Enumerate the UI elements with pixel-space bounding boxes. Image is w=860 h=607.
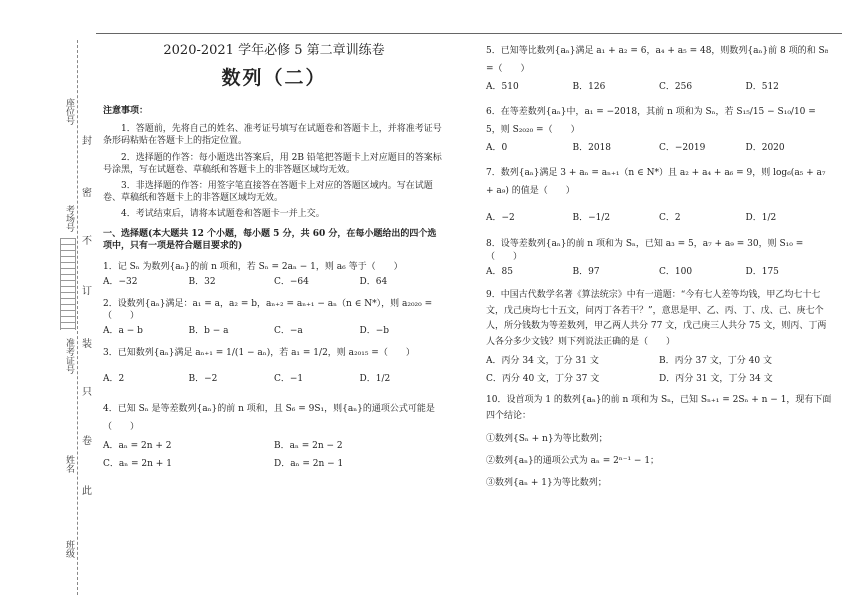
option-b: B．aₙ = 2n − 2 bbox=[274, 440, 343, 451]
question-3 bbox=[103, 347, 445, 385]
option-c: C．丙分 40 文，丁分 37 文 bbox=[486, 373, 600, 384]
question-1 bbox=[103, 261, 445, 288]
name-label: 姓名 bbox=[64, 455, 74, 473]
section-heading: 一、选择题(本大题共 12 个小题，每小题 5 分，共 60 分，在每小题给出的四个选项中，只有一项是符合题目要求的) bbox=[103, 229, 437, 252]
option-c: C．−64 bbox=[274, 276, 309, 287]
option-d: D．1/2 bbox=[359, 374, 391, 385]
seal-char: 装 bbox=[82, 339, 92, 350]
option-d: D．丙分 31 文，丁分 34 文 bbox=[659, 373, 773, 384]
option-d: D．−b bbox=[359, 326, 390, 337]
binding-margin bbox=[0, 0, 95, 607]
right-column bbox=[486, 42, 832, 489]
option-a: A．aₙ = 2n + 2 bbox=[103, 440, 172, 451]
q10-claim: ①数列{Sₙ + n}为等比数列； bbox=[486, 433, 608, 444]
option-b: B．−1/2 bbox=[572, 213, 611, 224]
option-b: B．丙分 37 文，丁分 40 文 bbox=[659, 355, 772, 366]
seal-char: 此 bbox=[82, 486, 92, 497]
option-c: C．2 bbox=[659, 213, 681, 224]
option-c: C．−1 bbox=[274, 374, 304, 385]
option-c: C．100 bbox=[659, 266, 693, 277]
option-c: C．−2019 bbox=[659, 143, 706, 154]
question-9 bbox=[486, 288, 832, 385]
question-stem: 5．已知等比数列{aₙ}满足 a₁ + a₂ = 6，a₄ + a₅ = 48，则数列{aₙ}前 8 项的和 S₈ =（ ） bbox=[486, 46, 829, 74]
seal-char: 密 bbox=[82, 188, 92, 199]
option-a: A．2 bbox=[103, 374, 125, 385]
top-rule bbox=[96, 33, 842, 34]
notice-item: 3．非选择题的作答：用签字笔直接答在答题卡上对应的答题区域内。写在试题卷、草稿纸和答题卡上的非答题区域均无效。 bbox=[103, 180, 433, 204]
question-7 bbox=[486, 164, 832, 224]
q10-claim: ③数列{aₙ + 1}为等比数列； bbox=[486, 477, 607, 488]
question-stem: 3．已知数列{aₙ}满足 aₙ₊₁ = 1/(1 − aₙ)，若 a₁ = 1/2，则 a₂₀₁₅ =（ ） bbox=[103, 348, 415, 359]
option-b: B．32 bbox=[188, 276, 216, 287]
q10-claim: ②数列{aₙ}的通项公式为 aₙ = 2ⁿ⁻¹ − 1； bbox=[486, 455, 660, 466]
admission-number-label: 准考证号 bbox=[64, 338, 74, 374]
notice-item: 4．考试结束后，请将本试题卷和答题卡一并上交。 bbox=[121, 209, 325, 220]
class-label: 班级 bbox=[64, 540, 74, 558]
option-a: A．0 bbox=[486, 143, 508, 154]
question-6 bbox=[486, 103, 832, 154]
question-stem: 7．数列{aₙ}满足 3 + aₙ = aₙ₊₁（n ∈ N*）且 a₂ + a₄ + a₆ = 9，则 log₆(a₅ + a₇ + a₉) 的值是（ ） bbox=[486, 168, 826, 197]
question-stem: 2．设数列{aₙ}满足：a₁ = a，a₂ = b，aₙ₊₂ = aₙ₊₁ − aₙ（n ∈ N*），则 a₂₀₂₀ =（ ） bbox=[103, 298, 433, 322]
option-a: A．丙分 34 文，丁分 31 文 bbox=[486, 355, 599, 366]
option-d: D．175 bbox=[745, 266, 779, 277]
notice-item: 2．选择题的作答：每小题选出答案后，用 2B 铅笔把答题卡上对应题目的答案标号涂黑，写在试题卷、草稿纸和答题卡上的非答题区域均无效。 bbox=[103, 152, 442, 175]
option-b: B．2018 bbox=[572, 143, 612, 154]
seat-number-grid bbox=[60, 238, 76, 330]
option-a: A．−2 bbox=[486, 213, 515, 224]
option-a: A．−32 bbox=[103, 276, 138, 287]
seal-char: 订 bbox=[82, 286, 92, 297]
question-4 bbox=[103, 400, 445, 470]
option-a: A．85 bbox=[486, 266, 513, 277]
option-a: A．510 bbox=[486, 82, 519, 92]
seat-number-label: 座位号 bbox=[64, 98, 74, 125]
option-c: C．−a bbox=[274, 326, 303, 337]
question-5 bbox=[486, 42, 832, 93]
question-stem: 8．设等差数列{aₙ}的前 n 项和为 Sₙ，已知 a₃ = 5，a₇ + a₉ = 30，则 S₁₀ =（ ） bbox=[486, 239, 804, 262]
option-d: D．1/2 bbox=[745, 213, 777, 224]
option-b: B．b − a bbox=[188, 326, 229, 337]
option-b: B．126 bbox=[572, 82, 606, 92]
option-d: D．512 bbox=[745, 82, 779, 92]
notice-item: 1．答题前，先将自己的姓名、准考证号填写在试题卷和答题卡上，并将准考证号条形码粘贴在答题卡上的指定位置。 bbox=[103, 124, 442, 147]
seal-char: 不 bbox=[82, 236, 92, 247]
seal-char: 封 bbox=[82, 136, 92, 147]
question-10 bbox=[486, 393, 832, 489]
seal-char: 只 bbox=[82, 387, 92, 398]
question-stem: 10．设首项为 1 的数列{aₙ}的前 n 项和为 Sₙ，已知 Sₙ₊₁ = 2Sₙ + n − 1，现有下面四个结论： bbox=[486, 395, 832, 421]
seal-line bbox=[77, 40, 78, 595]
exam-title: 2020-2021 学年必修 5 第二章训练卷 bbox=[163, 43, 385, 58]
option-b: B．−2 bbox=[188, 374, 218, 385]
option-a: A．a − b bbox=[103, 326, 143, 337]
option-d: D．64 bbox=[359, 276, 388, 287]
option-d: D．aₙ = 2n − 1 bbox=[274, 458, 344, 469]
exam-room-label: 考场号 bbox=[64, 205, 74, 232]
seal-char: 卷 bbox=[82, 436, 92, 447]
option-b: B．97 bbox=[572, 266, 600, 277]
question-8 bbox=[486, 238, 832, 277]
question-stem: 1．记 Sₙ 为数列{aₙ}的前 n 项和，若 Sₙ = 2aₙ − 1，则 a₆ 等于（ ） bbox=[103, 261, 403, 272]
question-stem: 6．在等差数列{aₙ}中，a₁ = −2018，其前 n 项和为 Sₙ，若 S₁₅/15 − S₁₀/10 = 5，则 S₂₀₂₀ =（ ） bbox=[486, 107, 816, 136]
notice-heading: 注意事项： bbox=[103, 106, 149, 117]
option-c: C．256 bbox=[659, 82, 693, 92]
option-d: D．2020 bbox=[745, 143, 785, 154]
question-stem: 9．中国古代数学名著《算法统宗》中有一道题：“今有七人差等均钱，甲乙均七十七文，戊己庚均七十五文，问丙丁各若干？”，意思是甲、乙、丙、丁、戊、己、庚七个人，所分钱数为等差数列，甲乙两人共分 77 文，戊己庚三人共分 75 文，则丙、丁两人各分多少文钱？则下列说法正确的是（ ） bbox=[486, 289, 827, 348]
exam-subtitle: 数列（二） bbox=[221, 66, 327, 89]
question-2 bbox=[103, 298, 445, 337]
left-column bbox=[103, 42, 445, 478]
option-c: C．aₙ = 2n + 1 bbox=[103, 458, 172, 469]
question-stem: 4．已知 Sₙ 是等差数列{aₙ}的前 n 项和，且 S₆ = 9S₁，则{aₙ}的通项公式可能是（ ） bbox=[103, 403, 435, 432]
